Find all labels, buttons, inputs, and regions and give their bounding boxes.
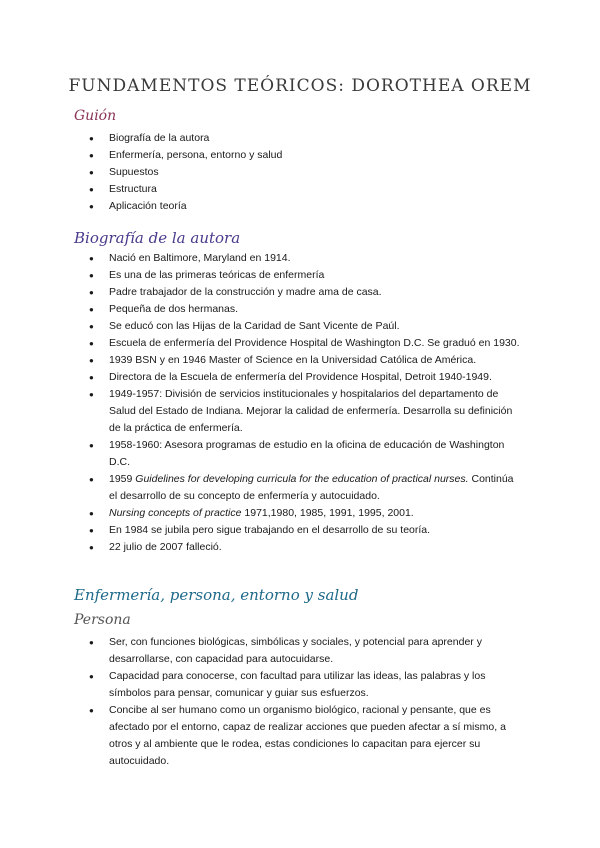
list-item: ● Supuestos: [0, 164, 600, 181]
nursing-concepts-title: Nursing concepts of practice: [109, 507, 242, 519]
list-item: ● 1958-1960: Asesora programas de estudio en la oficina de educación de Washington D.C.: [0, 437, 600, 471]
heading-guion: Guión: [74, 108, 117, 124]
nursing-concepts-years: 1971,1980, 1985, 1991, 1995, 2001.: [241, 507, 414, 519]
heading-biografia: Biografía de la autora: [74, 229, 241, 247]
guidelines-year: 1959: [109, 473, 136, 485]
guion-list: [0, 130, 600, 215]
list-item: ● Padre trabajador de la construcción y madre ama de casa.: [0, 284, 600, 301]
list-item: ● En 1984 se jubila pero sigue trabajando en el desarrollo de su teoría.: [0, 522, 600, 539]
list-item: ● Ser, con funciones biológicas, simbólicas y sociales, y potencial para aprender y desarrollarse, con capacidad para autocuidarse.: [0, 634, 600, 668]
list-item: ● 22 julio de 2007 falleció.: [0, 539, 600, 556]
list-item: ● Enfermería, persona, entorno y salud: [0, 147, 600, 164]
list-item: [0, 505, 600, 522]
list-item: ● Nació en Baltimore, Maryland en 1914.: [0, 250, 600, 267]
list-item: ● Estructura: [0, 181, 600, 198]
list-item: ● Aplicación teoría: [0, 198, 600, 215]
list-item: ● Concibe al ser humano como un organismo biológico, racional y pensante, que es afectado por el entorno, capaz de realizar acciones que pueden afectar a sí mismo, a otros y al ambiente que le rodea, estas condiciones lo capacitan para ejercer su autocuidado.: [0, 702, 600, 770]
list-item: ● Directora de la Escuela de enfermería del Providence Hospital, Detroit 1940-1949.: [0, 369, 600, 386]
list-item: [0, 471, 600, 505]
list-item: ● Se educó con las Hijas de la Caridad de Sant Vicente de Paúl.: [0, 318, 600, 335]
subheading-persona: Persona: [74, 612, 131, 628]
page-title: FUNDAMENTOS TEÓRICOS: DOROTHEA OREM: [68, 76, 532, 96]
list-item: ● 1949-1957: División de servicios institucionales y hospitalarios del departamento de Salud del Estado de Indiana. Mejorar la calidad de enfermería. Desarrolla su definición de la práctica de enfermería.: [0, 386, 600, 437]
list-item: ● Biografía de la autora: [0, 130, 600, 147]
biografia-list: [0, 250, 600, 556]
list-item: ● Capacidad para conocerse, con facultad para utilizar las ideas, las palabras y los símbolos para pensar, comunicar y guiar sus esfuerzos.: [0, 668, 600, 702]
list-item: ● Pequeña de dos hermanas.: [0, 301, 600, 318]
list-item: ● 1939 BSN y en 1946 Master of Science en la Universidad Católica de América.: [0, 352, 600, 369]
list-item: ● Escuela de enfermería del Providence Hospital de Washington D.C. Se graduó en 1930.: [0, 335, 600, 352]
guidelines-title: Guidelines for developing curricula for the education of practical nurses.: [135, 473, 469, 485]
guidelines-rest: Continúa el desarrollo de su concepto de enfermería y autocuidado.: [109, 473, 514, 502]
heading-enfermeria: Enfermería, persona, entorno y salud: [74, 586, 359, 604]
list-item: ● Es una de las primeras teóricas de enfermería: [0, 267, 600, 284]
persona-list: [0, 634, 600, 770]
